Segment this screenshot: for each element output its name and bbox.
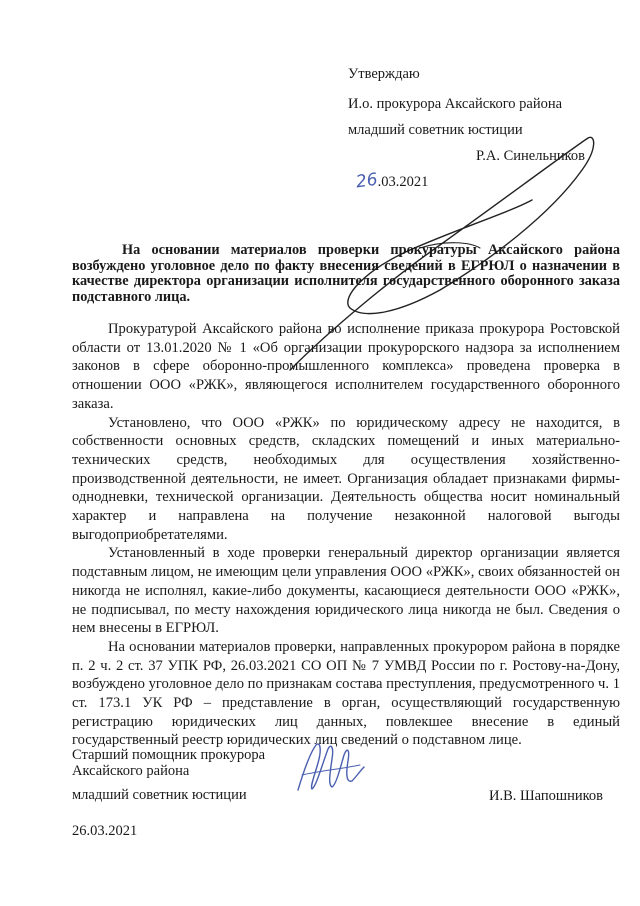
paragraph: На основании материалов проверки, направленных прокурором района в порядке п. 2 ч. 2 ст. 37 УПК РФ, 26.03.2021 СО ОП № 7 УМВД России по г. Ростову-на-Дону, возбуждено уголовное дело по признакам состава преступления, предусмотренного ч. 1 ст. 173.1 УК РФ – представление в орган, осуществляющий государственную регистрацию юридических лиц данных, повлекшее внесение в единый государственный реестр юридических лиц сведений о подставном лице. [72, 638, 620, 749]
signatory-name: И.В. Шапошников [489, 788, 603, 804]
approval-name: Р.А. Синельников [476, 148, 585, 164]
signatory-signature [290, 735, 370, 805]
signatory-position-2: Аксайского района [72, 763, 190, 779]
paragraph: Установленный в ходе проверки генеральный директор организации является подставным лицом, не имеющим цели управления ООО «РЖК», своих обязанностей он никогда не исполнял, какие-либо документы, касающиеся деятельности ООО «РЖК», не подписывал, по месту нахождения юридического лица никогда не был. Сведения о нем внесены в ЕГРЮЛ. [72, 545, 620, 637]
headline: На основании материалов проверки прокуратуры Аксайского района возбуждено уголовное дело по факту внесения сведений в ЕГРЮЛ о назначении в качестве директора организации исполнителя государственного оборонного заказа подставного лица. [72, 242, 620, 305]
approval-rank: младший советник юстиции [348, 122, 523, 138]
paragraph: Установлено, что ООО «РЖК» по юридическому адресу не находится, в собственности основных средств, складских помещений и иных материально-технических средств, необходимых для осуществления хозяйственно-производственной деятельности, не имеет. Организация обладает признаками фирмы-однодневки, технической организации. Деятельность общества носит номинальный характер и направлена на получение незаконной налоговой выгоды выгодоприобретателями. [72, 414, 620, 543]
paragraph: Прокуратурой Аксайского района во исполнение приказа прокурора Ростовской области от 13.01.2020 № 1 «Об организации прокурорского надзора за исполнением законов в сфере оборонно-промышленного комплекса» проведена проверка в отношении ООО «РЖК», являющегося исполнителем государственного оборонного заказа. [72, 321, 620, 412]
signatory-rank: младший советник юстиции [72, 787, 247, 803]
signatory-date: 26.03.2021 [72, 823, 138, 839]
approval-date-printed: .03.2021 [377, 174, 429, 190]
signatory-position-1: Старший помощник прокурора [72, 747, 266, 763]
approval-title: Утверждаю [348, 66, 420, 82]
handwritten-day: 26 [354, 169, 379, 193]
body-text [72, 320, 620, 750]
approval-position: И.о. прокурора Аксайского района [348, 96, 563, 112]
